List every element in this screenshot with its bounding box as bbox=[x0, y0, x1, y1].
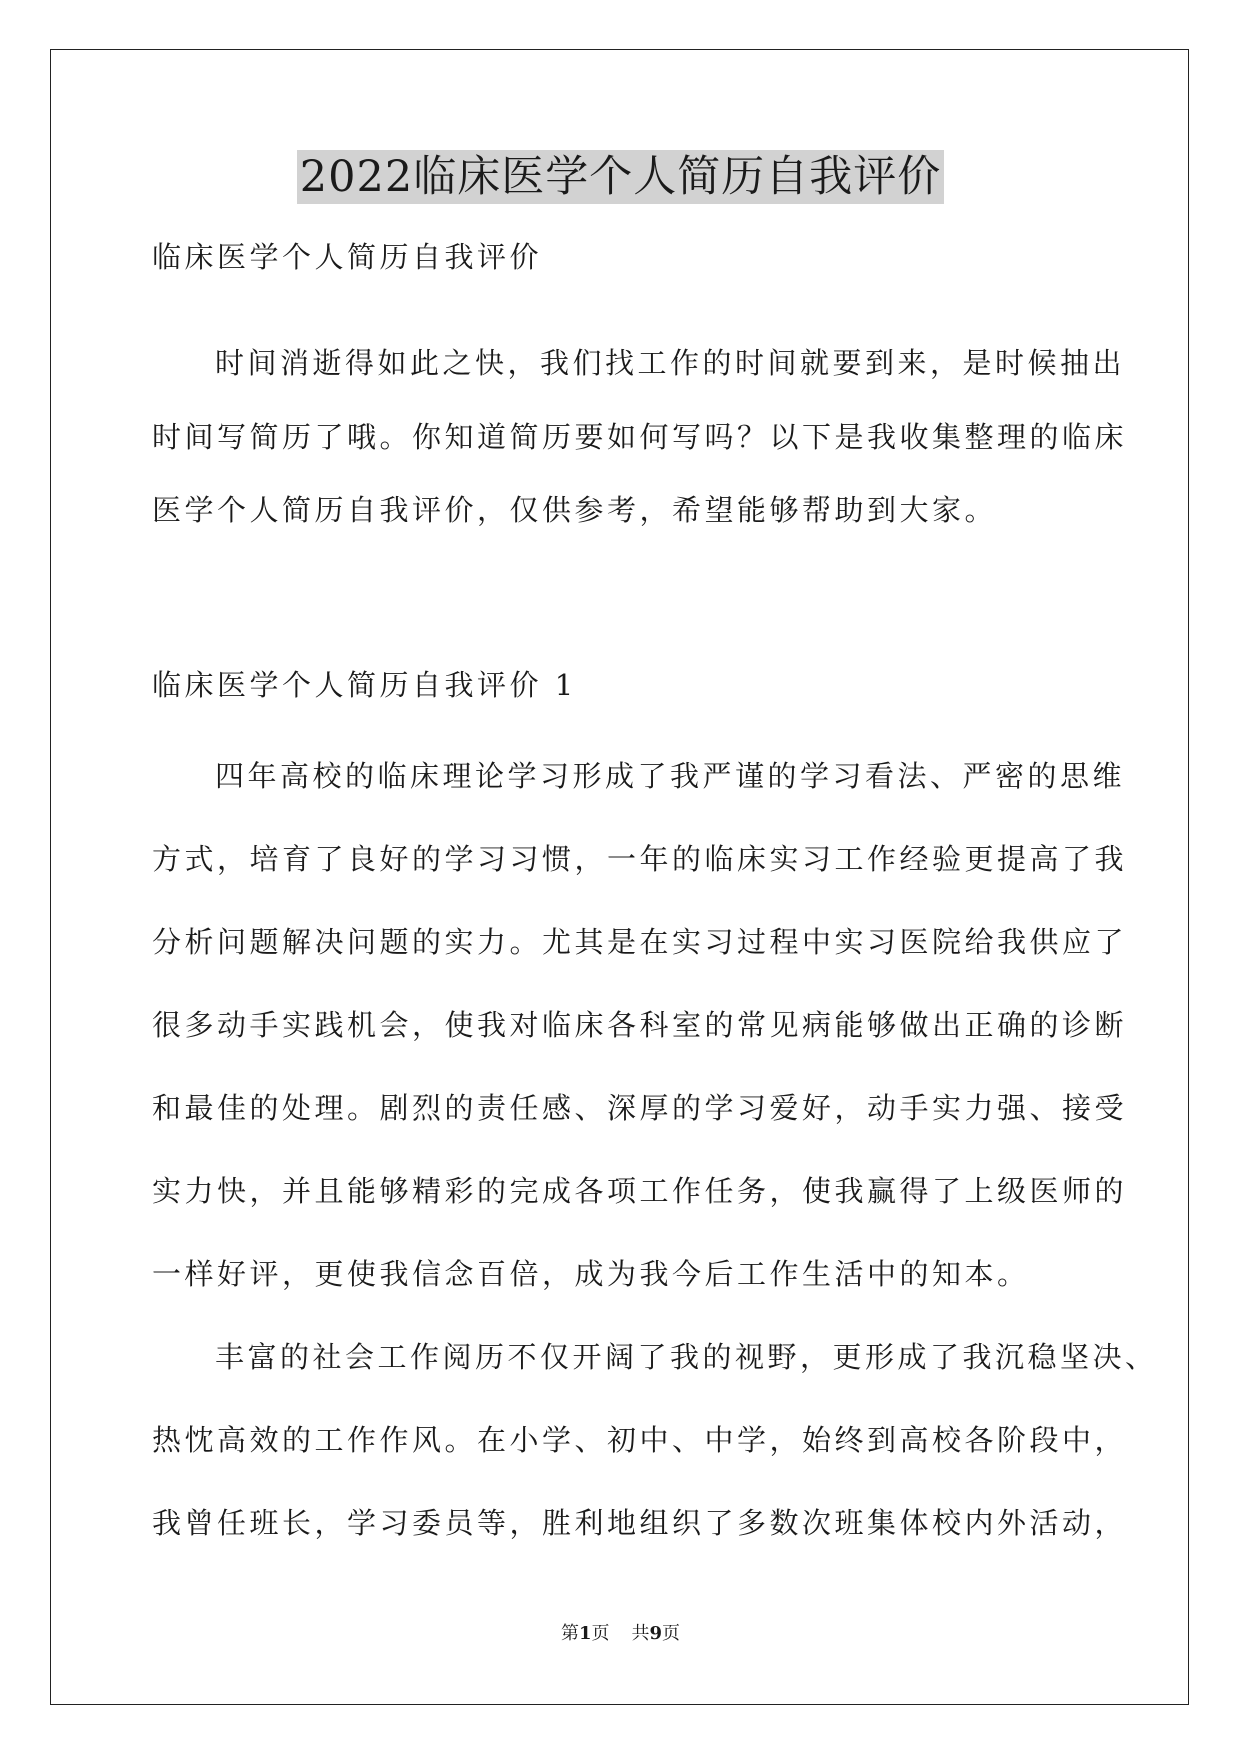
page-footer bbox=[0, 1622, 1241, 1646]
document-subtitle: 临床医学个人简历自我评价 bbox=[152, 240, 543, 274]
section-heading: 临床医学个人简历自我评价 1 bbox=[152, 668, 577, 702]
paragraph-line: 热忱高效的工作作风。在小学、初中、中学，始终到高校各阶段中， bbox=[152, 1423, 1128, 1457]
document-title bbox=[0, 148, 1241, 206]
page-current: 1 bbox=[578, 1623, 592, 1644]
paragraph-line: 很多动手实践机会，使我对临床各科室的常见病能够做出正确的诊断 bbox=[152, 1008, 1128, 1042]
paragraph-line: 我曾任班长，学习委员等，胜利地组织了多数次班集体校内外活动， bbox=[152, 1506, 1128, 1540]
page-total: 9 bbox=[649, 1623, 663, 1644]
paragraph-line: 和最佳的处理。剧烈的责任感、深厚的学习爱好，动手实力强、接受 bbox=[152, 1091, 1128, 1125]
paragraph-line: 分析问题解决问题的实力。尤其是在实习过程中实习医院给我供应了 bbox=[152, 925, 1128, 959]
page-prefix: 第 bbox=[560, 1623, 579, 1644]
intro-line: 时间写简历了哦。你知道简历要如何写吗？以下是我收集整理的临床 bbox=[152, 420, 1128, 454]
intro-line: 医学个人简历自我评价，仅供参考，希望能够帮助到大家。 bbox=[152, 493, 998, 527]
paragraph-line: 一样好评，更使我信念百倍，成为我今后工作生活中的知本。 bbox=[152, 1257, 1030, 1291]
page-suffix: 页 bbox=[591, 1623, 610, 1644]
paragraph-line: 四年高校的临床理论学习形成了我严谨的学习看法、严密的思维 bbox=[215, 759, 1126, 793]
total-prefix: 共 bbox=[631, 1623, 650, 1644]
intro-line: 时间消逝得如此之快，我们找工作的时间就要到来，是时候抽出 bbox=[215, 346, 1126, 380]
paragraph-line: 方式，培育了良好的学习习惯，一年的临床实习工作经验更提高了我 bbox=[152, 842, 1128, 876]
paragraph-line: 实力快，并且能够精彩的完成各项工作任务，使我赢得了上级医师的 bbox=[152, 1174, 1128, 1208]
total-suffix: 页 bbox=[662, 1623, 681, 1644]
paragraph-line: 丰富的社会工作阅历不仅开阔了我的视野，更形成了我沉稳坚决、 bbox=[215, 1340, 1158, 1374]
document-title-text: 2022临床医学个人简历自我评价 bbox=[297, 150, 944, 204]
